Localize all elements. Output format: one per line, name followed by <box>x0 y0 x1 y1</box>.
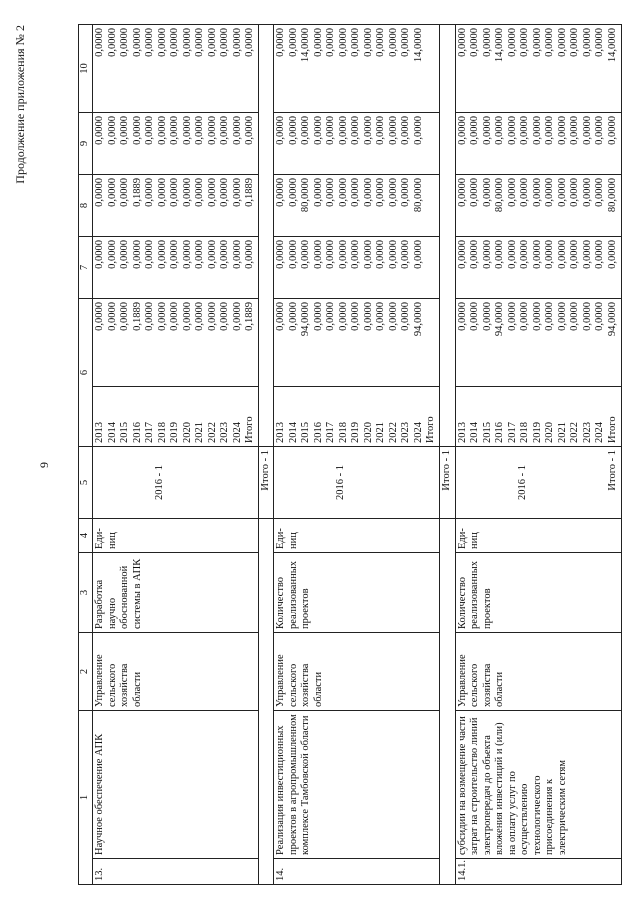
code-cell <box>93 447 259 519</box>
executor: Управление сельского хозяйства области <box>93 633 259 711</box>
col-header-4: 4 <box>79 519 93 553</box>
table-row <box>455 25 621 885</box>
indicator: Количество реализованных проектов <box>455 553 621 633</box>
value-col-8: 0,0000 0,0000 80,0000 0,0000 0,0000 0,0000 0,0000 0,0000 0,0000 0,0000 0,0000 80,0000 <box>274 175 440 237</box>
years-list: 2013 2014 2015 2016 2017 2018 2019 2020 2021 2022 2023 2024 Итого <box>455 387 621 447</box>
col-header-8: 8 <box>79 175 93 237</box>
code-value: 2016 - 1 <box>335 465 346 500</box>
col-header-1: 1 <box>79 711 93 885</box>
col-header-7: 7 <box>79 237 93 299</box>
col-header-3: 3 <box>79 553 93 633</box>
table-row <box>274 25 440 885</box>
col-header-6: 6 <box>79 299 93 447</box>
page-number: 9 <box>37 462 51 468</box>
indicator: Разработка научно обоснованной системы в АПК <box>93 553 259 633</box>
value-col-7: 0,0000 0,0000 0,0000 0,0000 0,0000 0,0000 0,0000 0,0000 0,0000 0,0000 0,0000 0,0000 0,0000 <box>455 237 621 299</box>
itogo-code: Итого - 1 <box>258 447 274 519</box>
program-table <box>78 24 622 885</box>
executor: Управление сельского хозяйства области <box>455 633 621 711</box>
value-col-10: 0,0000 0,0000 0,0000 0,0000 0,0000 0,0000 0,0000 0,0000 0,0000 0,0000 0,0000 0,0000 0,0000 <box>93 25 259 113</box>
value-col-9: 0,0000 0,0000 0,0000 0,0000 0,0000 0,0000 0,0000 0,0000 0,0000 0,0000 0,0000 0,0000 0,0000 <box>93 113 259 175</box>
total-row <box>258 25 274 885</box>
measure-name: субсидии на возмещение части затрат на строительство линий электропередач до объекта вложения инвестиций и (или) на оплату услуг по осуществлению технологического присоединения к электрическим сетям <box>455 711 621 859</box>
unit: Еди-ниц <box>93 519 259 553</box>
unit: Еди-ниц <box>455 519 621 553</box>
value-col-9: 0,0000 0,0000 0,0000 0,0000 0,0000 0,0000 0,0000 0,0000 0,0000 0,0000 0,0000 0,0000 0,0000 <box>455 113 621 175</box>
rotated-page <box>13 25 638 885</box>
row-number: 14.1. <box>455 859 621 885</box>
value-col-7: 0,0000 0,0000 0,0000 0,0000 0,0000 0,0000 0,0000 0,0000 0,0000 0,0000 0,0000 0,0000 <box>274 237 440 299</box>
measure-name: Реализация инвестиционных проектов в агропромышленном комплексе Тамбовской области <box>274 711 440 859</box>
indicator: Количество реализованных проектов <box>274 553 440 633</box>
col-header-2: 2 <box>79 633 93 711</box>
value-col-7: 0,0000 0,0000 0,0000 0,0000 0,0000 0,0000 0,0000 0,0000 0,0000 0,0000 0,0000 0,0000 0,0000 <box>93 237 259 299</box>
appendix-continuation: Продолжение приложения № 2 <box>13 25 27 184</box>
code-value: 2016 - 1 <box>516 465 528 500</box>
total-row <box>440 25 456 885</box>
executor: Управление сельского хозяйства области <box>274 633 440 711</box>
itogo-code: Итого - 1 <box>440 447 456 519</box>
header-row <box>79 25 93 885</box>
col-header-9: 9 <box>79 113 93 175</box>
value-col-6: 0,0000 0,0000 94,0000 0,0000 0,0000 0,0000 0,0000 0,0000 0,0000 0,0000 0,0000 94,0000 <box>274 299 440 387</box>
measure-name: Научное обеспечение АПК <box>93 711 259 859</box>
itogo-code: Итого - 1 <box>607 450 618 491</box>
code-cell <box>455 447 621 519</box>
value-col-8: 0,0000 0,0000 0,0000 80,0000 0,0000 0,0000 0,0000 0,0000 0,0000 0,0000 0,0000 0,0000 80,0000 <box>455 175 621 237</box>
years-list: 2013 2014 2015 2016 2017 2018 2019 2020 2021 2022 2023 2024 Итого <box>274 387 440 447</box>
row-number: 13. <box>93 859 259 885</box>
value-col-8: 0,0000 0,0000 0,0000 0,1889 0,0000 0,0000 0,0000 0,0000 0,0000 0,0000 0,0000 0,0000 0,1889 <box>93 175 259 237</box>
code-cell <box>274 447 440 519</box>
value-col-10: 0,0000 0,0000 14,0000 0,0000 0,0000 0,0000 0,0000 0,0000 0,0000 0,0000 0,0000 14,0000 <box>274 25 440 113</box>
value-col-10: 0,0000 0,0000 0,0000 14,0000 0,0000 0,0000 0,0000 0,0000 0,0000 0,0000 0,0000 0,0000 14,0000 <box>455 25 621 113</box>
col-header-5: 5 <box>79 447 93 519</box>
code-value: 2016 - 1 <box>154 465 165 500</box>
unit: Еди-ниц <box>274 519 440 553</box>
value-col-6: 0,0000 0,0000 0,0000 94,0000 0,0000 0,0000 0,0000 0,0000 0,0000 0,0000 0,0000 0,0000 94,0000 <box>455 299 621 387</box>
row-number: 14. <box>274 859 440 885</box>
value-col-9: 0,0000 0,0000 0,0000 0,0000 0,0000 0,0000 0,0000 0,0000 0,0000 0,0000 0,0000 0,0000 <box>274 113 440 175</box>
table-row <box>93 25 259 885</box>
years-list: 2013 2014 2015 2016 2017 2018 2019 2020 2021 2022 2023 2024 Итого <box>93 387 259 447</box>
value-col-6: 0,0000 0,0000 0,0000 0,1889 0,0000 0,0000 0,0000 0,0000 0,0000 0,0000 0,0000 0,0000 0,1889 <box>93 299 259 387</box>
col-header-10: 10 <box>79 25 93 113</box>
